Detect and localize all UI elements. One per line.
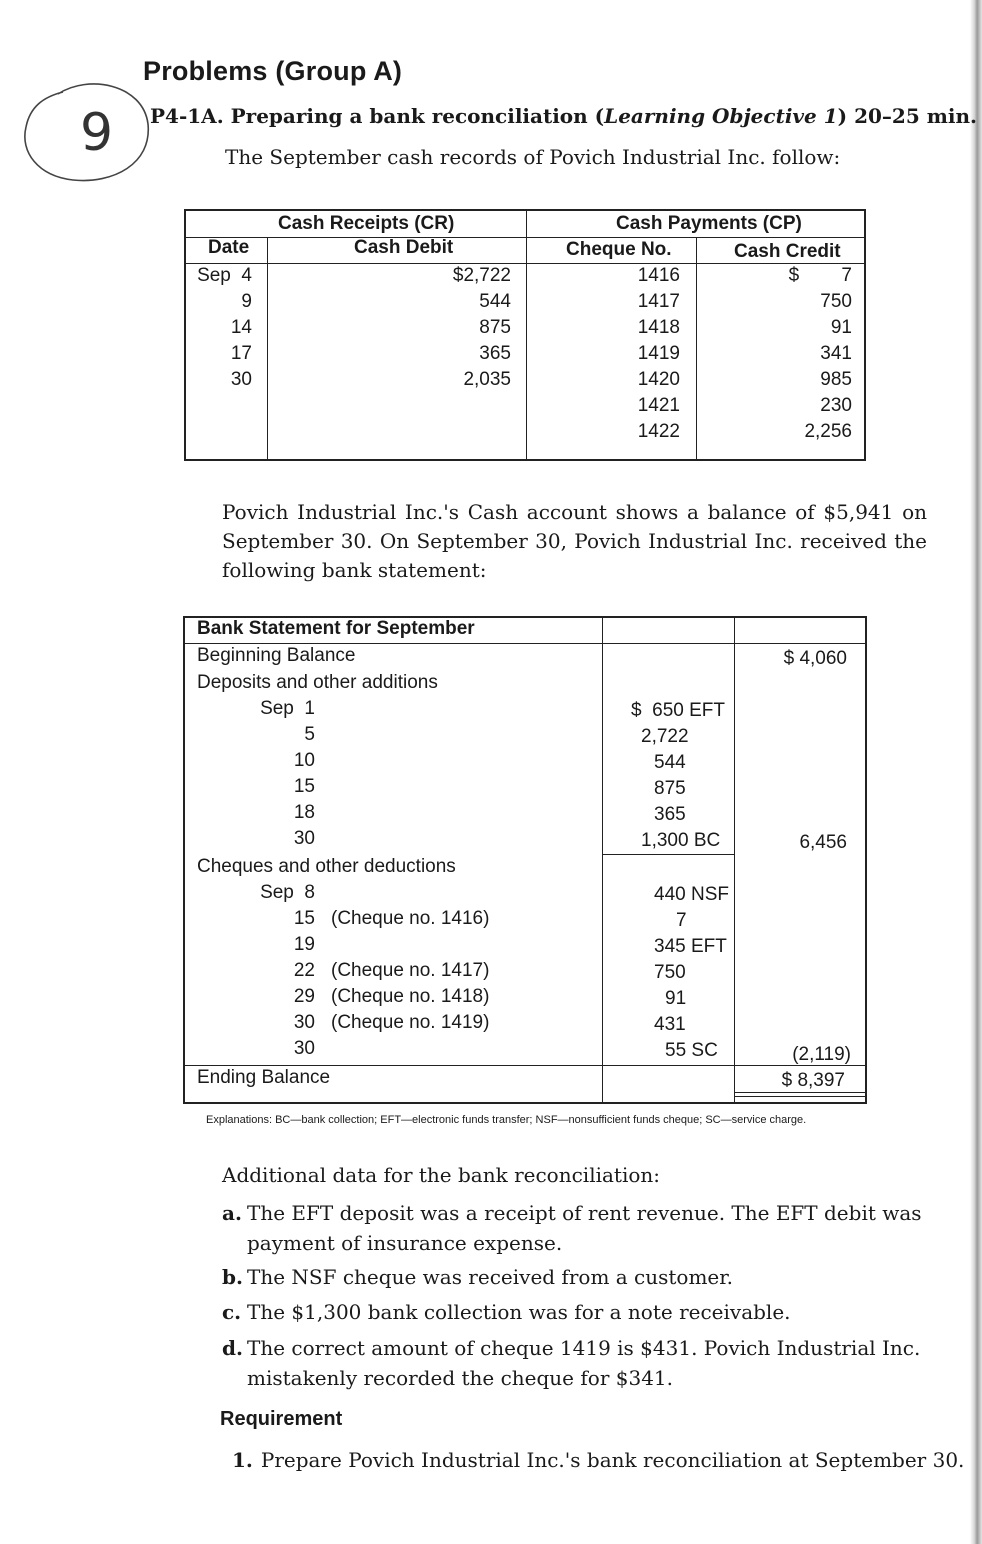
receipt-amount: 544 — [479, 291, 511, 312]
ending-balance-value: $ 8,397 — [781, 1070, 845, 1091]
time-estimate: 20–25 min. — [854, 104, 977, 128]
deduction-amount: 345 EFT — [654, 936, 727, 957]
payment-amount: 341 — [820, 343, 852, 364]
deposit-amount: 365 — [654, 804, 686, 825]
receipt-date: 14 — [230, 317, 252, 338]
annotation-number: 9 — [80, 103, 114, 163]
cheque-number: 1418 — [637, 317, 680, 338]
item-label: b. — [222, 1265, 243, 1289]
requirement-item — [232, 1448, 964, 1472]
deposit-amount: $ 650 EFT — [631, 700, 725, 721]
deduction-description: (Cheque no. 1418) — [331, 986, 490, 1007]
additional-item — [222, 1198, 928, 1255]
ending-balance-label: Ending Balance — [197, 1067, 331, 1088]
handwritten-annotation — [18, 72, 158, 196]
item-text: The EFT deposit was a receipt of rent revenue. The EFT debit was payment of insurance expense. — [247, 1201, 922, 1255]
additional-item — [222, 1297, 928, 1327]
deposit-date: 5 — [304, 724, 315, 745]
learning-objective: Learning Objective 1 — [604, 104, 838, 128]
cheque-number: 1420 — [637, 369, 680, 390]
deduction-description: (Cheque no. 1417) — [331, 960, 490, 981]
item-label: d. — [222, 1336, 243, 1360]
problem-name: Preparing a bank reconciliation — [230, 104, 588, 128]
cheque-number: 1416 — [637, 265, 680, 286]
deductions-total: (2,119) — [792, 1044, 851, 1065]
deposit-amount: 1,300 BC — [641, 830, 721, 851]
receipt-date: 30 — [230, 369, 252, 390]
beginning-balance-value: $ 4,060 — [783, 648, 847, 669]
deduction-date: 29 — [293, 986, 315, 1007]
explanations-note: Explanations: BC—bank collection; EFT—electronic funds transfer; NSF—nonsufficient funds cheque; SC—service charge. — [206, 1114, 807, 1126]
deposit-date: 30 — [293, 828, 315, 849]
item-text: The NSF cheque was received from a customer. — [247, 1265, 733, 1289]
deposit-date: Sep 1 — [260, 698, 315, 719]
deposits-total: 6,456 — [799, 832, 847, 853]
requirement-number: 1. — [232, 1448, 253, 1472]
deduction-amount: 91 — [665, 988, 687, 1009]
deduction-description: (Cheque no. 1419) — [331, 1012, 490, 1033]
item-text: The correct amount of cheque 1419 is $431. Povich Industrial Inc. mistakenly recorded the cheque for $341. — [247, 1336, 921, 1390]
receipt-amount: 875 — [479, 317, 511, 338]
deposit-amount: 875 — [654, 778, 686, 799]
receipt-amount: $2,722 — [452, 265, 511, 286]
deduction-date: 19 — [293, 934, 315, 955]
deductions-label: Cheques and other deductions — [197, 856, 456, 877]
problem-title: P4-1A. Preparing a bank reconciliation (Learning Objective 1) 20–25 min. — [150, 104, 977, 128]
deduction-date: 22 — [293, 960, 315, 981]
deduction-amount: 431 — [654, 1014, 686, 1035]
cash-credit-column-header: Cash Credit — [734, 241, 841, 262]
problem-number: P4-1A. — [150, 104, 224, 128]
cash-debit-column-header: Cash Debit — [354, 237, 454, 258]
payment-amount: 985 — [820, 369, 852, 390]
additional-data-title: Additional data for the bank reconciliation: — [222, 1163, 661, 1187]
deduction-date: Sep 8 — [260, 882, 315, 903]
receipt-date: 9 — [241, 291, 252, 312]
receipt-amount: 2,035 — [463, 369, 511, 390]
deduction-amount: 7 — [676, 910, 687, 931]
receipt-amount: 365 — [479, 343, 511, 364]
payment-amount: $ 7 — [788, 265, 852, 286]
payment-amount: 91 — [830, 317, 852, 338]
requirement-text: Prepare Povich Industrial Inc.'s bank reconciliation at September 30. — [260, 1448, 965, 1472]
item-label: a. — [222, 1201, 242, 1225]
cash-payments-header: Cash Payments (CP) — [616, 213, 802, 234]
deduction-date: 30 — [293, 1038, 315, 1059]
deposits-label: Deposits and other additions — [197, 672, 438, 693]
receipt-date: Sep 4 — [197, 265, 252, 286]
intro-text: The September cash records of Povich Industrial Inc. follow: — [225, 145, 841, 169]
bank-statement-table — [183, 616, 867, 1104]
cheque-number: 1421 — [637, 395, 680, 416]
receipt-date: 17 — [230, 343, 252, 364]
requirement-heading: Requirement — [220, 1408, 343, 1430]
payment-amount: 750 — [820, 291, 852, 312]
deposit-date: 18 — [293, 802, 315, 823]
scan-edge-shadow — [970, 0, 982, 1544]
deduction-amount: 440 NSF — [654, 884, 729, 905]
item-text: The $1,300 bank collection was for a note receivable. — [247, 1300, 791, 1324]
payment-amount: 230 — [820, 395, 852, 416]
deposit-amount: 544 — [654, 752, 686, 773]
additional-item — [222, 1262, 928, 1292]
deposit-date: 15 — [293, 776, 315, 797]
section-heading: Problems (Group A) — [143, 56, 403, 86]
cheque-no-column-header: Cheque No. — [566, 239, 672, 260]
cash-balance-paragraph: Povich Industrial Inc.'s Cash account shows a balance of $5,941 on September 30. On September 30, Povich Industrial Inc. received the following bank statement: — [222, 500, 927, 582]
additional-item — [222, 1333, 928, 1390]
deduction-amount: 55 SC — [665, 1040, 718, 1061]
cheque-number: 1417 — [637, 291, 680, 312]
deposit-date: 10 — [293, 750, 315, 771]
date-column-header: Date — [208, 237, 250, 258]
deposit-amount: 2,722 — [641, 726, 689, 747]
deduction-amount: 750 — [654, 962, 686, 983]
cheque-number: 1419 — [637, 343, 680, 364]
beginning-balance-label: Beginning Balance — [197, 645, 356, 666]
bank-statement-title: Bank Statement for September — [197, 618, 475, 639]
deduction-date: 15 — [293, 908, 315, 929]
item-label: c. — [222, 1300, 242, 1324]
cheque-number: 1422 — [637, 421, 680, 442]
payment-amount: 2,256 — [804, 421, 852, 442]
cash-receipts-header: Cash Receipts (CR) — [278, 213, 455, 234]
cash-records-table — [184, 209, 866, 461]
deduction-date: 30 — [293, 1012, 315, 1033]
deduction-description: (Cheque no. 1416) — [331, 908, 490, 929]
